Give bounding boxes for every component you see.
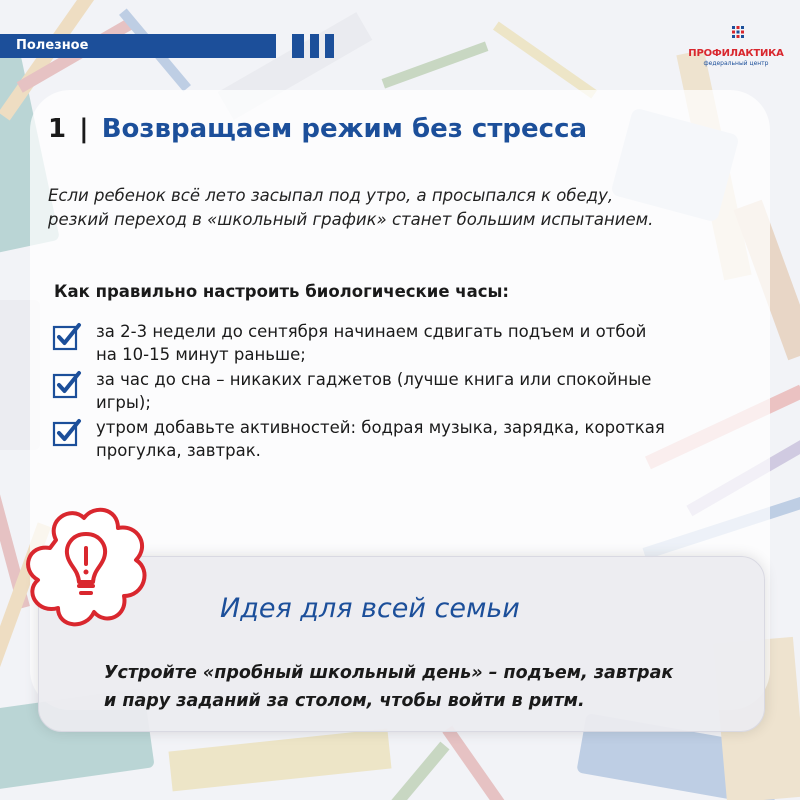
intro-line: резкий переход в «школьный график» станет большим испытанием. [48,210,654,229]
banner-block-3 [325,34,334,58]
idea-card-title: Идея для всей семьи [220,593,520,624]
banner-block-2 [310,34,319,58]
checkbox-checked-icon [52,418,82,448]
item-line: игры); [96,393,151,412]
title-separator: | [79,114,89,144]
logo-subtitle: федеральный центр [703,60,769,67]
title-text: Возвращаем режим без стресса [101,114,588,144]
idea-text-line: и пару заданий за столом, чтобы войти в ритм. [104,691,585,711]
item-line: прогулка, завтрак. [96,441,261,460]
banner-block-1 [292,34,304,58]
item-line: на 10-15 минут раньше; [96,345,306,364]
idea-card-text [104,659,744,715]
lightbulb-cloud-icon [16,500,156,650]
intro-paragraph [48,184,738,232]
item-line: утром добавьте активностей: бодрая музыка, зарядка, короткая [96,418,665,437]
item-line: за час до сна – никаких гаджетов (лучше книга или спокойные [96,370,652,389]
section-label: Полезное [16,38,89,53]
page-title [48,114,587,144]
item-line: за 2-3 недели до сентября начинаем сдвигать подъем и отбой [96,322,647,341]
checkbox-checked-icon [52,370,82,400]
checkbox-checked-icon [52,322,82,352]
list-heading: Как правильно настроить биологические часы: [54,282,510,301]
list-item [52,416,752,462]
brand-logo [688,26,784,70]
title-number: 1 [48,114,67,144]
tips-list [52,320,752,464]
section-banner [0,34,276,58]
idea-text-line: Устройте «пробный школьный день» – подъем, завтрак [104,663,674,683]
list-item [52,368,752,414]
intro-line: Если ребенок всё лето засыпал под утро, а просыпался к обеду, [48,186,614,205]
logo-title: ПРОФИЛАКТИКА [688,48,784,59]
grid-logo-icon [732,26,744,38]
list-item [52,320,752,366]
